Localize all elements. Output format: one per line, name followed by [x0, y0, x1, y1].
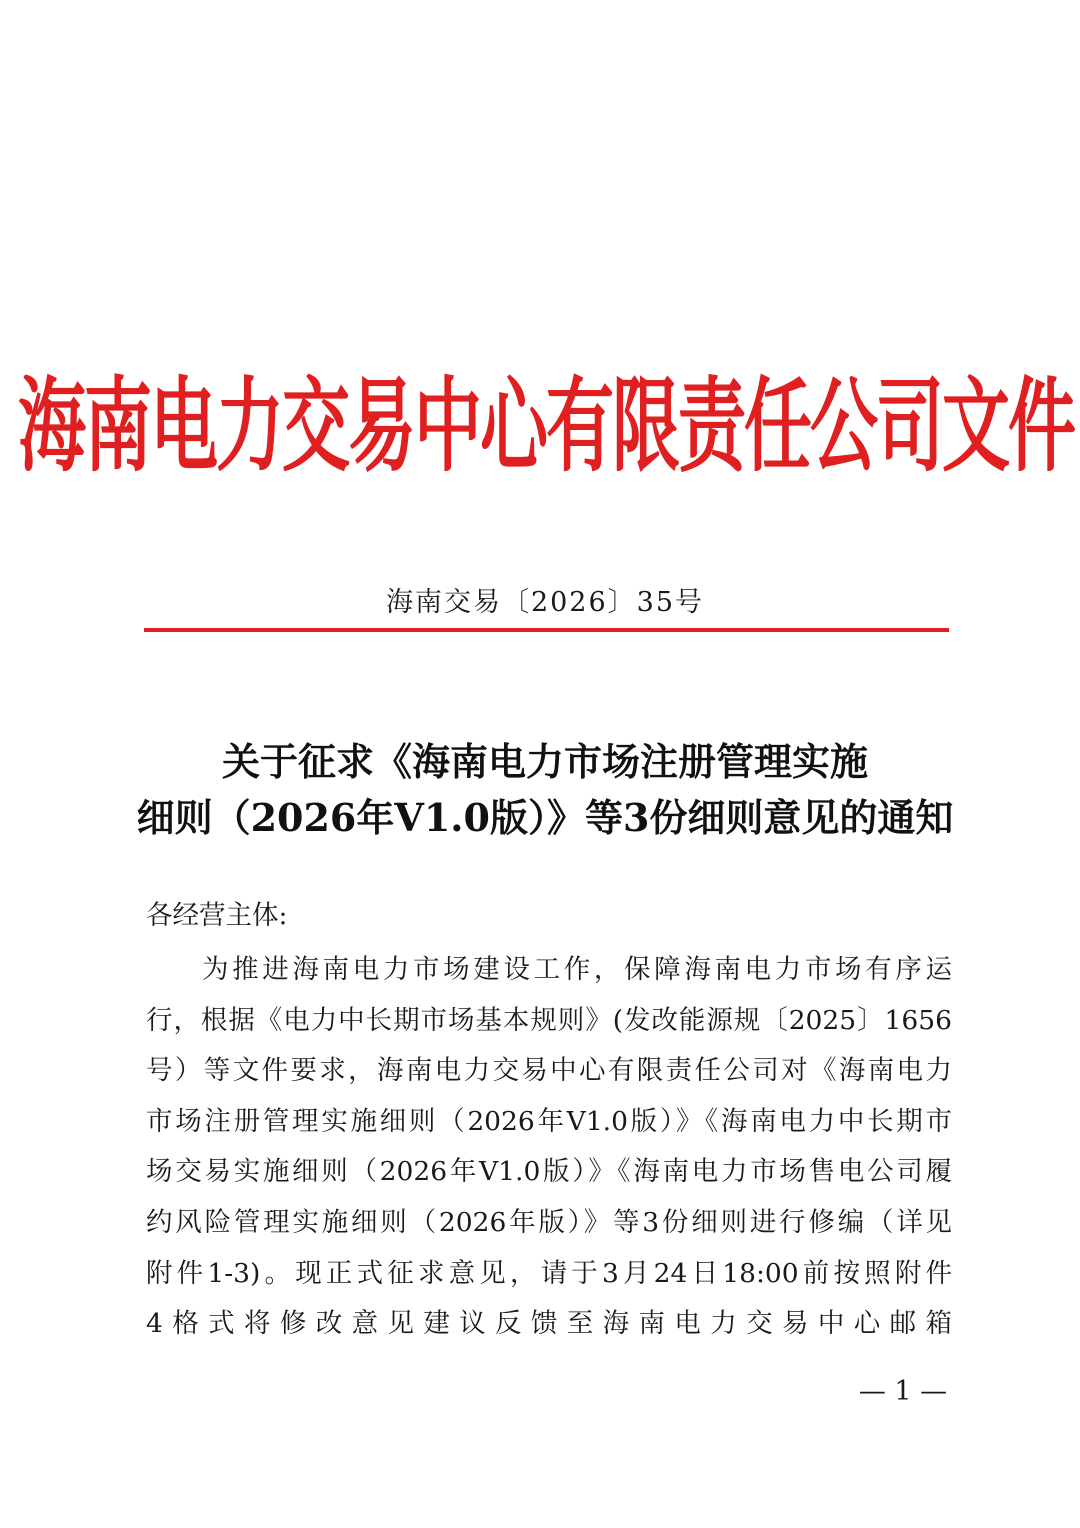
red-divider-rule — [144, 628, 949, 632]
issuer-red-header: 海南电力交易中心有限责任公司文件 — [18, 366, 1075, 487]
body-line: 场交易实施细则（2026年V1.0版）》《海南电力市场售电公司履 — [146, 1156, 952, 1188]
body-line: 为推进海南电力市场建设工作，保障海南电力市场有序运 — [202, 954, 952, 985]
body-line: 市场注册管理实施细则（2026年V1.0版）》《海南电力中长期市 — [146, 1105, 952, 1137]
body-paragraph — [146, 945, 952, 1350]
body-line: 号）等文件要求，海南电力交易中心有限责任公司对《海南电力 — [146, 1055, 952, 1087]
document-number: 海南交易〔2026〕35号 — [385, 587, 705, 618]
salutation: 各经营主体: — [146, 900, 288, 931]
body-line: 行，根据《电力中长期市场基本规则》(发改能源规〔2025〕1656 — [146, 1004, 952, 1036]
body-line: 4格式将修改意见建议反馈至海南电力交易中心邮箱 — [146, 1308, 952, 1340]
notice-title-line-2: 细则（2026年V1.0版）》等3份细则意见的通知 — [136, 795, 954, 840]
notice-title — [130, 734, 960, 846]
body-line: 附件1-3)。现正式征求意见，请于3月24日18:00前按照附件 — [146, 1257, 952, 1289]
notice-title-line-1: 关于征求《海南电力市场注册管理实施 — [221, 739, 868, 784]
page-number: — 1 — — [858, 1376, 948, 1407]
body-line: 约风险管理实施细则（2026年版）》等3份细则进行修编（详见 — [146, 1206, 952, 1238]
